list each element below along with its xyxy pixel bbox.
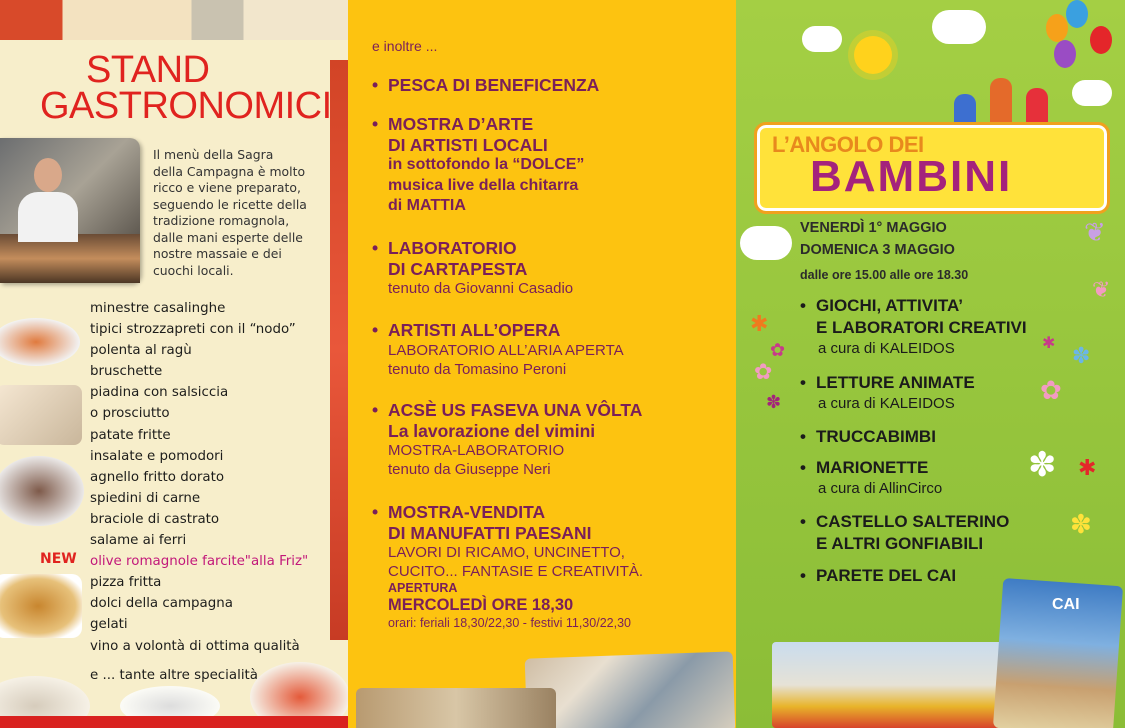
crafts-photo [525,651,736,728]
kids-activity: • TRUCCABIMBI [800,427,936,446]
events-panel [348,0,736,728]
menu-item-new: olive romagnole farcite"alla Friz" [90,554,309,570]
flower-icon: ✽ [1070,510,1092,540]
cloud-icon [932,10,986,44]
cai-sign: CAI [1052,596,1080,613]
event-detail: MOSTRA-LABORATORIO [388,442,565,459]
event-item: • MOSTRA-VENDITA DI MANUFATTI PAESANI LAVORI DI RICAMO, UNCINETTO, CUCITO... FANTASIE E CREATIVITÀ. APERTURA MERCOLEDÌ ORE 18,30 orari: feriali 18,30/22,30 - festivi 11,30/22,30 [372,502,644,630]
menu-item: minestre casalinghe [90,301,226,316]
event-item: • PESCA DI BENEFICENZA [372,75,600,95]
food-photo-dessert [0,574,82,638]
kids-activity: • GIOCHI, ATTIVITA’ E LABORATORI CREATIVI a cura di KALEIDOS [800,296,1027,357]
menu-item: bruschette [90,364,163,380]
flower-icon: ✽ [1028,445,1057,485]
flower-icon: ✿ [754,360,773,385]
menu-item: dolci della campagna [90,596,233,612]
event-title: MOSTRA D’ARTE [388,114,534,134]
event-detail: tenuto da Tomasino Peroni [388,360,567,378]
banner-title-line2: BAMBINI [810,152,1013,201]
intro-line: dalle mani esperte delle [153,229,303,245]
event-item: • ACSÈ US FASEVA UNA VÔLTA La lavorazione del vimini MOSTRA-LABORATORIO tenuto da Giuseppe Neri [372,400,643,478]
intro-line: seguendo le ricette della [153,196,307,212]
balloon-icon [1054,40,1076,68]
event-detail: tenuto da Giuseppe Neri [388,461,551,478]
menu-item: patate fritte [90,427,171,443]
event-title: PESCA DI BENEFICENZA [388,75,600,95]
flower-icon: ✱ [1078,456,1097,481]
stand-title-line1: STAND [86,49,210,91]
event-hours: dalle ore 15.00 alle ore 18.30 [800,268,969,282]
new-badge: NEW [40,551,77,567]
menu-item: insalate e pomodori [90,448,224,464]
artisans-photo [356,688,556,728]
menu-item: agnello fritto dorato [90,469,225,485]
flower-icon: ✱ [750,312,769,337]
apertura-time: MERCOLEDÌ ORE 18,30 [388,596,574,614]
kids-corner-panel [736,0,1125,728]
event-date: VENERDÌ 1° MAGGIO [800,220,947,236]
event-detail: CUCITO... FANTASIE E CREATIVITÀ. [388,563,644,580]
intro-line: della Campagna è molto [153,163,306,179]
cloud-icon [740,226,792,260]
event-detail: tenuto da Giovanni Casadio [388,280,574,297]
event-title: LABORATORIO [388,238,517,258]
sun-icon [854,36,892,74]
food-photo-sausages [0,456,84,526]
event-detail: LABORATORIO ALL’ARIA APERTA [388,341,624,359]
event-title: DI MANUFATTI PAESANI [388,522,592,543]
menu-item: braciole di castrato [90,511,220,527]
kids-activity: • MARIONETTE a cura di AllinCirco [800,458,943,497]
activity-title: CASTELLO SALTERINO [816,512,1010,531]
activity-title: GIOCHI, ATTIVITA’ [816,296,964,315]
flower-icon: ✽ [766,392,782,413]
menu-item: gelati [90,617,128,633]
menu-item: o prosciutto [90,406,170,422]
menu-item: pizza fritta [90,575,162,591]
flower-icon: ✱ [1042,333,1056,352]
event-detail: musica live della chitarra [388,176,579,194]
event-title: DI ARTISTI LOCALI [388,134,548,155]
stand-title-line2: GASTRONOMICI [40,85,332,127]
intro-line: cuochi locali. [153,262,234,278]
menu-item: tipici strozzapreti con il “nodo” [90,322,296,338]
bottom-red-strip [0,716,348,728]
intro-line: ricco e viene preparato, [153,180,301,195]
butterfly-icon: ❦ [1092,278,1111,303]
kids-activity: • PARETE DEL CAI [800,566,957,585]
activity-title: PARETE DEL CAI [816,566,957,585]
opening-hours: orari: feriali 18,30/22,30 - festivi 11,30/22,30 [388,616,631,630]
events-intro: e inoltre ... [372,38,438,54]
food-photo-pasta [0,318,80,366]
event-title: ARTISTI ALL’OPERA [388,320,561,340]
intro-line: tradizione romagnola, [153,213,290,228]
food-decoration-top [0,0,348,40]
menu-item: spiedini di carne [90,490,201,506]
activity-title: MARIONETTE [816,458,929,477]
event-item: • MOSTRA D’ARTE DI ARTISTI LOCALI in sottofondo la “DOLCE” musica live della chitarra di MATTIA [372,114,584,217]
event-item: • ARTISTI ALL’OPERA LABORATORIO ALL’ARIA APERTA tenuto da Tomasino Peroni [372,320,624,378]
stand-gastronomici-panel [0,0,348,728]
apertura-label: APERTURA [388,581,458,595]
event-title: DI CARTAPESTA [388,258,528,279]
event-detail: di MATTIA [388,197,466,214]
activity-title: E LABORATORI CREATIVI [816,318,1027,337]
kids-activity: • LETTURE ANIMATE a cura di KALEIDOS [800,373,975,412]
intro-line: Il menù della Sagra [153,147,274,162]
bouncy-castle-photo [772,642,1012,728]
flower-icon: ✿ [770,340,786,361]
event-detail: in sottofondo la “DOLCE” [388,156,585,173]
food-photo-piadina [0,385,82,445]
menu-item: vino a volontà di ottima qualità [90,638,300,654]
intro-line: nostre massaie e dei [153,246,282,261]
menu-item: polenta al ragù [90,343,192,359]
cloud-icon [1072,80,1112,106]
event-title: La lavorazione del vimini [388,420,596,441]
activity-organizer: a cura di AllinCirco [818,480,943,497]
menu-list [90,298,308,686]
balloon-icon [1046,14,1068,42]
activity-title: LETTURE ANIMATE [816,373,975,392]
event-title: ACSÈ US FASEVA UNA VÔLTA [388,400,643,420]
menu-item: salame ai ferri [90,533,187,549]
kids-activity: • CASTELLO SALTERINO E ALTRI GONFIABILI [800,512,1010,553]
event-date: DOMENICA 3 MAGGIO [800,242,955,258]
banner-title-line1: L’ANGOLO DEI [772,132,924,157]
event-item: • LABORATORIO DI CARTAPESTA tenuto da Giovanni Casadio [372,238,574,297]
balloon-icon [1066,0,1088,28]
cloud-icon [802,26,842,52]
butterfly-icon: ❦ [1084,218,1106,248]
activity-organizer: a cura di KALEIDOS [818,395,955,412]
flower-icon: ✽ [1072,344,1091,369]
menu-item: piadina con salsiccia [90,385,229,401]
chef-photo [0,138,140,283]
balloon-icon [1090,26,1112,54]
activity-title: E ALTRI GONFIABILI [816,534,984,553]
activity-title: TRUCCABIMBI [816,427,936,446]
event-title: MOSTRA-VENDITA [388,502,546,522]
menu-intro-text [153,147,333,279]
activity-organizer: a cura di KALEIDOS [818,340,955,357]
event-detail: LAVORI DI RICAMO, UNCINETTO, [388,544,625,561]
stand-title [40,49,340,127]
menu-footer: e ... tante altre specialità [90,667,258,683]
flower-icon: ✿ [1040,376,1062,406]
